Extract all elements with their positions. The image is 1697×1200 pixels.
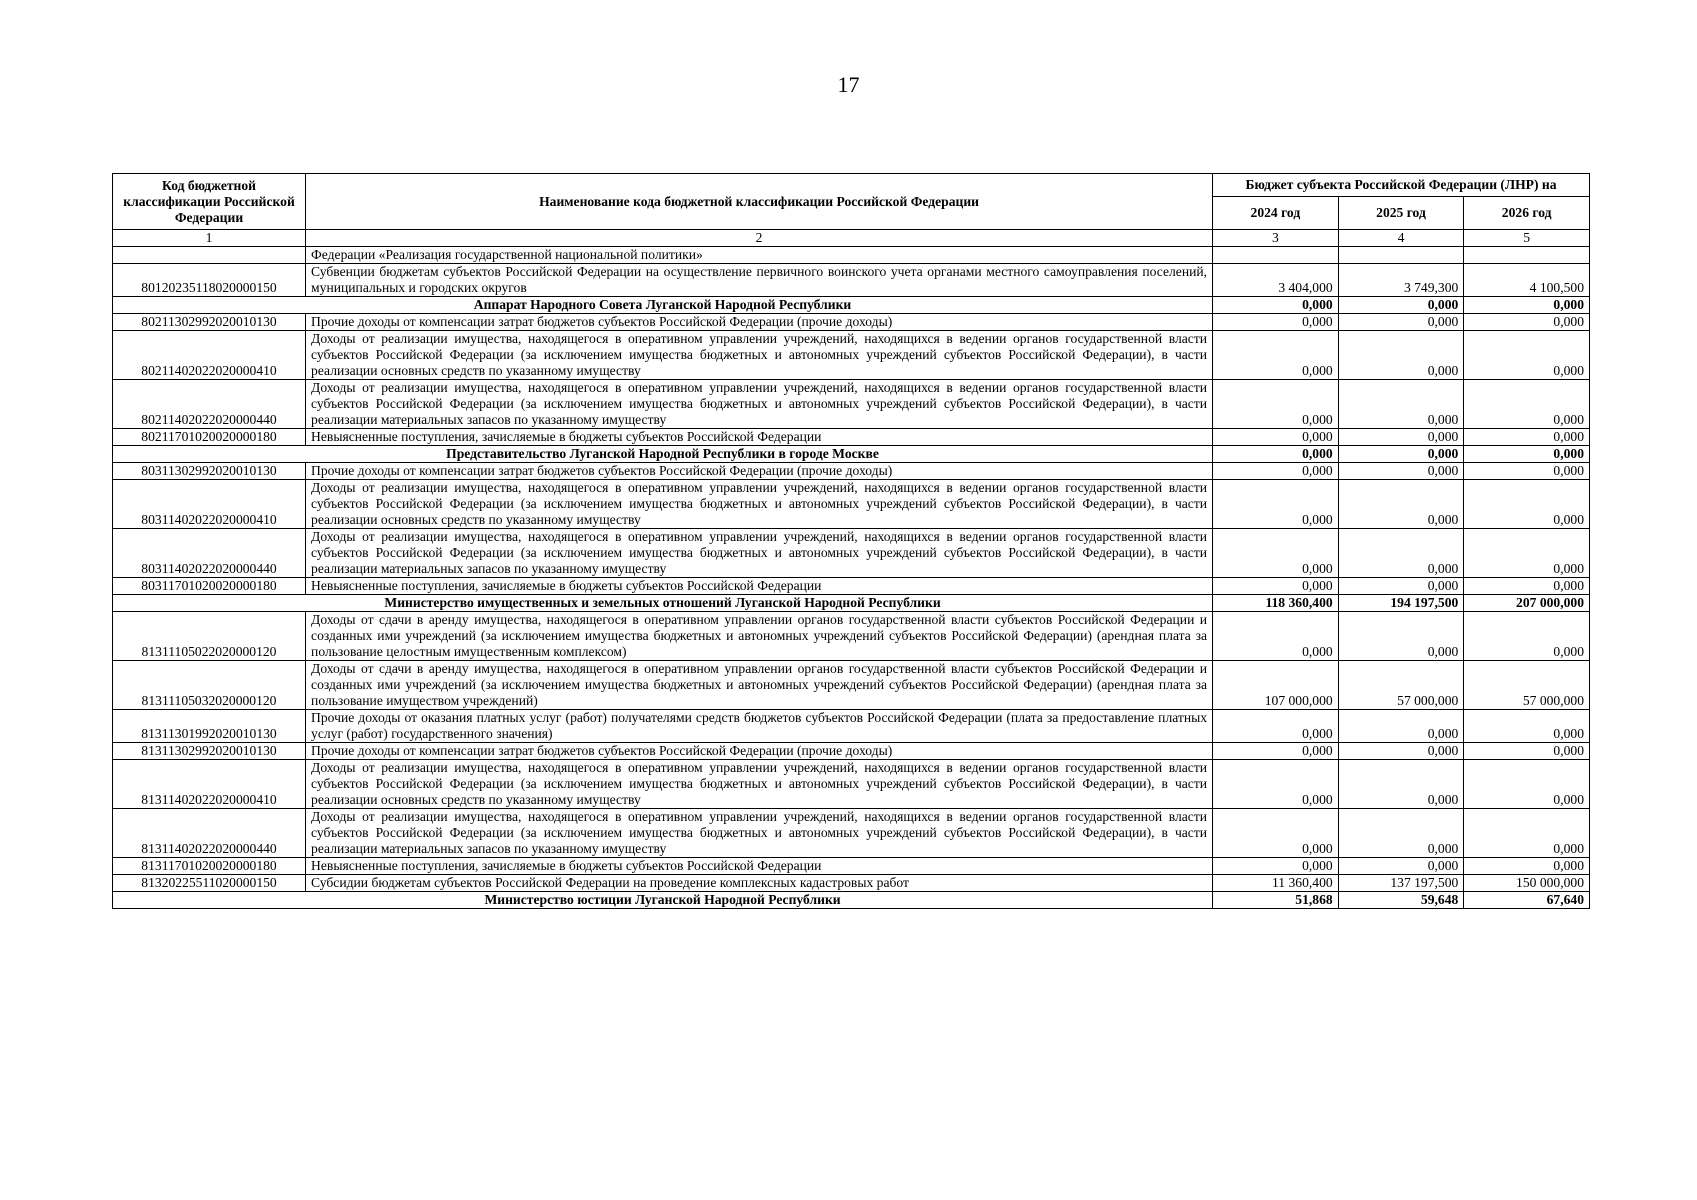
value-2024: 0,000 bbox=[1213, 809, 1339, 858]
value-2026: 0,000 bbox=[1464, 578, 1590, 595]
value-2026: 0,000 bbox=[1464, 331, 1590, 380]
value-2024: 0,000 bbox=[1213, 612, 1339, 661]
budget-code: 81311105032020000120 bbox=[113, 661, 306, 710]
value-2026: 0,000 bbox=[1464, 809, 1590, 858]
budget-code-name: Прочие доходы от оказания платных услуг (работ) получателями средств бюджетов субъектов Российской Федерации (плата за предоставление платных услуг (работ) государственного значения) bbox=[306, 710, 1213, 743]
column-number: 4 bbox=[1338, 230, 1464, 247]
value-2026: 207 000,000 bbox=[1464, 595, 1590, 612]
value-2025: 0,000 bbox=[1338, 446, 1464, 463]
table-row bbox=[113, 380, 1590, 429]
budget-code-name: Субсидии бюджетам субъектов Российской Федерации на проведение комплексных кадастровых работ bbox=[306, 875, 1213, 892]
value-2025: 0,000 bbox=[1338, 297, 1464, 314]
budget-code-name: Прочие доходы от компенсации затрат бюджетов субъектов Российской Федерации (прочие доходы) bbox=[306, 314, 1213, 331]
budget-code: 80211302992020010130 bbox=[113, 314, 306, 331]
table-row bbox=[113, 858, 1590, 875]
budget-code-name: Доходы от реализации имущества, находящегося в оперативном управлении учреждений, находящихся в ведении органов государственной власти субъектов Российской Федерации (за исключением имущества бюджетных и автономных учреждений субъектов Российской Федерации), в части реализации основных средств по указанному имуществу bbox=[306, 760, 1213, 809]
value-2026: 0,000 bbox=[1464, 380, 1590, 429]
budget-code-name: Доходы от реализации имущества, находящегося в оперативном управлении учреждений, находящихся в ведении органов государственной власти субъектов Российской Федерации (за исключением имущества бюджетных и автономных учреждений субъектов Российской Федерации), в части реализации материальных запасов по указанному имуществу bbox=[306, 529, 1213, 578]
value-2024: 0,000 bbox=[1213, 463, 1339, 480]
table-body bbox=[113, 247, 1590, 909]
budget-code: 80120235118020000150 bbox=[113, 264, 306, 297]
table-row bbox=[113, 247, 1590, 264]
budget-code: 80311402022020000410 bbox=[113, 480, 306, 529]
value-2025: 0,000 bbox=[1338, 463, 1464, 480]
table-row bbox=[113, 529, 1590, 578]
budget-code: 80211402022020000440 bbox=[113, 380, 306, 429]
table-row bbox=[113, 875, 1590, 892]
value-2025: 0,000 bbox=[1338, 331, 1464, 380]
table-row bbox=[113, 463, 1590, 480]
value-2026: 0,000 bbox=[1464, 743, 1590, 760]
value-2024: 11 360,400 bbox=[1213, 875, 1339, 892]
column-number: 1 bbox=[113, 230, 306, 247]
value-2025: 0,000 bbox=[1338, 809, 1464, 858]
value-2024: 0,000 bbox=[1213, 380, 1339, 429]
value-2024: 0,000 bbox=[1213, 314, 1339, 331]
budget-code: 81311402022020000440 bbox=[113, 809, 306, 858]
header-code: Код бюджетной классификации Российской Федерации bbox=[113, 174, 306, 230]
header-year-2024: 2024 год bbox=[1213, 197, 1339, 230]
header-year-2026: 2026 год bbox=[1464, 197, 1590, 230]
value-2024: 51,868 bbox=[1213, 892, 1339, 909]
value-2024: 0,000 bbox=[1213, 446, 1339, 463]
value-2026: 0,000 bbox=[1464, 314, 1590, 331]
budget-code-name: Субвенции бюджетам субъектов Российской Федерации на осуществление первичного воинского учета органами местного самоуправления поселений, муниципальных и городских округов bbox=[306, 264, 1213, 297]
budget-code: 81311402022020000410 bbox=[113, 760, 306, 809]
budget-code-name: Невыясненные поступления, зачисляемые в бюджеты субъектов Российской Федерации bbox=[306, 578, 1213, 595]
value-2025 bbox=[1338, 247, 1464, 264]
value-2026: 0,000 bbox=[1464, 463, 1590, 480]
value-2024: 3 404,000 bbox=[1213, 264, 1339, 297]
table-row bbox=[113, 264, 1590, 297]
header-year-2025: 2025 год bbox=[1338, 197, 1464, 230]
table-row bbox=[113, 429, 1590, 446]
value-2024: 0,000 bbox=[1213, 480, 1339, 529]
value-2025: 137 197,500 bbox=[1338, 875, 1464, 892]
value-2024: 0,000 bbox=[1213, 858, 1339, 875]
value-2024: 0,000 bbox=[1213, 429, 1339, 446]
value-2025: 57 000,000 bbox=[1338, 661, 1464, 710]
value-2025: 0,000 bbox=[1338, 480, 1464, 529]
value-2025: 3 749,300 bbox=[1338, 264, 1464, 297]
table-row bbox=[113, 710, 1590, 743]
budget-code: 81311105022020000120 bbox=[113, 612, 306, 661]
budget-code-name: Доходы от реализации имущества, находящегося в оперативном управлении учреждений, находящихся в ведении органов государственной власти субъектов Российской Федерации (за исключением имущества бюджетных и автономных учреждений субъектов Российской Федерации), в части реализации основных средств по указанному имуществу bbox=[306, 480, 1213, 529]
value-2026: 67,640 bbox=[1464, 892, 1590, 909]
header-name: Наименование кода бюджетной классификации Российской Федерации bbox=[306, 174, 1213, 230]
table-row bbox=[113, 661, 1590, 710]
budget-code: 80311402022020000440 bbox=[113, 529, 306, 578]
value-2025: 0,000 bbox=[1338, 578, 1464, 595]
header-row-1 bbox=[113, 174, 1590, 197]
section-row bbox=[113, 446, 1590, 463]
budget-code-name: Доходы от сдачи в аренду имущества, находящегося в оперативном управлении органов государственной власти субъектов Российской Федерации и созданных ими учреждений (за исключением имущества бюджетных и автономных учреждений субъектов Российской Федерации) (арендная плата за пользование целостным имущественным комплексом) bbox=[306, 612, 1213, 661]
value-2026: 57 000,000 bbox=[1464, 661, 1590, 710]
budget-code bbox=[113, 247, 306, 264]
budget-code-name: Невыясненные поступления, зачисляемые в бюджеты субъектов Российской Федерации bbox=[306, 429, 1213, 446]
section-title: Министерство имущественных и земельных отношений Луганской Народной Республики bbox=[113, 595, 1213, 612]
value-2024: 0,000 bbox=[1213, 710, 1339, 743]
column-number: 5 bbox=[1464, 230, 1590, 247]
value-2025: 0,000 bbox=[1338, 529, 1464, 578]
value-2025: 59,648 bbox=[1338, 892, 1464, 909]
budget-code: 80311701020020000180 bbox=[113, 578, 306, 595]
value-2025: 0,000 bbox=[1338, 760, 1464, 809]
table-row bbox=[113, 331, 1590, 380]
budget-code-name: Прочие доходы от компенсации затрат бюджетов субъектов Российской Федерации (прочие доходы) bbox=[306, 743, 1213, 760]
value-2025: 0,000 bbox=[1338, 314, 1464, 331]
value-2024: 0,000 bbox=[1213, 743, 1339, 760]
value-2026: 0,000 bbox=[1464, 480, 1590, 529]
budget-code-name: Доходы от сдачи в аренду имущества, находящегося в оперативном управлении органов государственной власти субъектов Российской Федерации и созданных ими учреждений (за исключением имущества бюджетных и автономных учреждений субъектов Российской Федерации) (арендная плата за пользование имуществом учреждений) bbox=[306, 661, 1213, 710]
value-2026: 0,000 bbox=[1464, 710, 1590, 743]
value-2025: 0,000 bbox=[1338, 429, 1464, 446]
value-2025: 0,000 bbox=[1338, 612, 1464, 661]
value-2025: 0,000 bbox=[1338, 858, 1464, 875]
column-number-row bbox=[113, 230, 1590, 247]
section-title: Аппарат Народного Совета Луганской Народной Республики bbox=[113, 297, 1213, 314]
value-2024 bbox=[1213, 247, 1339, 264]
budget-code-name: Прочие доходы от компенсации затрат бюджетов субъектов Российской Федерации (прочие доходы) bbox=[306, 463, 1213, 480]
budget-code-name: Федерации «Реализация государственной национальной политики» bbox=[306, 247, 1213, 264]
column-number: 2 bbox=[306, 230, 1213, 247]
value-2026: 0,000 bbox=[1464, 760, 1590, 809]
value-2025: 0,000 bbox=[1338, 743, 1464, 760]
section-title: Министерство юстиции Луганской Народной Республики bbox=[113, 892, 1213, 909]
value-2026: 0,000 bbox=[1464, 446, 1590, 463]
value-2026 bbox=[1464, 247, 1590, 264]
table-row bbox=[113, 743, 1590, 760]
table-row bbox=[113, 578, 1590, 595]
budget-code: 80211701020020000180 bbox=[113, 429, 306, 446]
value-2024: 118 360,400 bbox=[1213, 595, 1339, 612]
value-2024: 0,000 bbox=[1213, 529, 1339, 578]
budget-code: 80311302992020010130 bbox=[113, 463, 306, 480]
table-row bbox=[113, 314, 1590, 331]
budget-table bbox=[112, 173, 1590, 909]
budget-code: 81311701020020000180 bbox=[113, 858, 306, 875]
budget-code-name: Невыясненные поступления, зачисляемые в бюджеты субъектов Российской Федерации bbox=[306, 858, 1213, 875]
value-2026: 0,000 bbox=[1464, 297, 1590, 314]
column-number: 3 bbox=[1213, 230, 1339, 247]
value-2024: 0,000 bbox=[1213, 297, 1339, 314]
value-2025: 194 197,500 bbox=[1338, 595, 1464, 612]
value-2024: 0,000 bbox=[1213, 578, 1339, 595]
section-row bbox=[113, 595, 1590, 612]
section-row bbox=[113, 297, 1590, 314]
budget-code-name: Доходы от реализации имущества, находящегося в оперативном управлении учреждений, находящихся в ведении органов государственной власти субъектов Российской Федерации (за исключением имущества бюджетных и автономных учреждений субъектов Российской Федерации), в части реализации материальных запасов по указанному имуществу bbox=[306, 380, 1213, 429]
budget-code-name: Доходы от реализации имущества, находящегося в оперативном управлении учреждений, находящихся в ведении органов государственной власти субъектов Российской Федерации (за исключением имущества бюджетных и автономных учреждений субъектов Российской Федерации), в части реализации материальных запасов по указанному имуществу bbox=[306, 809, 1213, 858]
value-2024: 0,000 bbox=[1213, 331, 1339, 380]
table-row bbox=[113, 760, 1590, 809]
page-number: 17 bbox=[837, 72, 860, 97]
table-row bbox=[113, 612, 1590, 661]
budget-code: 81311302992020010130 bbox=[113, 743, 306, 760]
value-2025: 0,000 bbox=[1338, 380, 1464, 429]
budget-code: 81311301992020010130 bbox=[113, 710, 306, 743]
budget-code: 80211402022020000410 bbox=[113, 331, 306, 380]
budget-code-name: Доходы от реализации имущества, находящегося в оперативном управлении учреждений, находящихся в ведении органов государственной власти субъектов Российской Федерации (за исключением имущества бюджетных и автономных учреждений субъектов Российской Федерации), в части реализации основных средств по указанному имуществу bbox=[306, 331, 1213, 380]
value-2024: 107 000,000 bbox=[1213, 661, 1339, 710]
budget-code: 81320225511020000150 bbox=[113, 875, 306, 892]
table-row bbox=[113, 809, 1590, 858]
section-title: Представительство Луганской Народной Республики в городе Москве bbox=[113, 446, 1213, 463]
header-budget-group: Бюджет субъекта Российской Федерации (ЛНР) на bbox=[1213, 174, 1590, 197]
value-2026: 0,000 bbox=[1464, 612, 1590, 661]
value-2026: 150 000,000 bbox=[1464, 875, 1590, 892]
value-2024: 0,000 bbox=[1213, 760, 1339, 809]
section-row bbox=[113, 892, 1590, 909]
value-2026: 0,000 bbox=[1464, 858, 1590, 875]
value-2026: 0,000 bbox=[1464, 429, 1590, 446]
value-2025: 0,000 bbox=[1338, 710, 1464, 743]
table-row bbox=[113, 480, 1590, 529]
value-2026: 0,000 bbox=[1464, 529, 1590, 578]
value-2026: 4 100,500 bbox=[1464, 264, 1590, 297]
